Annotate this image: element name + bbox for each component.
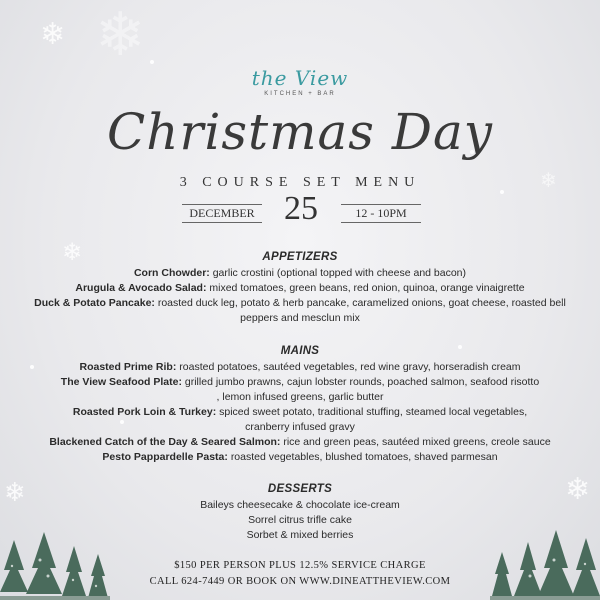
section-title: APPETIZERS bbox=[262, 251, 338, 263]
snowflake-icon: ❄ bbox=[4, 478, 26, 508]
snow-dot bbox=[150, 60, 154, 64]
appetizers-section bbox=[20, 250, 580, 326]
date-month: DECEMBER bbox=[182, 204, 262, 223]
item-desc: mixed tomatoes, green beans, red onion, quinoa, orange vinaigrette bbox=[209, 282, 525, 294]
item-desc: spiced sweet potato, traditional stuffing, steamed local vegetables, cranberry infused gravy bbox=[219, 406, 528, 433]
item-name: Roasted Pork Loin & Turkey: bbox=[72, 406, 217, 418]
menu-item bbox=[20, 405, 580, 435]
snowflake-icon: ❄ bbox=[40, 17, 66, 52]
menu-item: Sorrel citrus trifle cake bbox=[248, 514, 352, 526]
mains-section bbox=[20, 344, 580, 465]
item-name: Duck & Potato Pancake: bbox=[34, 297, 155, 309]
section-title: DESSERTS bbox=[267, 483, 333, 495]
item-desc: roasted duck leg, potato & herb pancake, caramelized onions, goat cheese, roasted bell peppers and mesclun mix bbox=[157, 297, 566, 324]
menu-item: Baileys cheesecake & chocolate ice-cream bbox=[200, 499, 400, 511]
page-title: Christmas Day bbox=[106, 103, 494, 161]
footer-contact: CALL 624-7449 OR BOOK ON WWW.DINEATTHEVIEW.COM bbox=[149, 576, 451, 587]
menu-item bbox=[20, 450, 580, 465]
item-desc: roasted vegetables, blushed tomatoes, shaved parmesan bbox=[230, 451, 498, 463]
item-name: Roasted Prime Rib: bbox=[79, 361, 177, 373]
snowflake-icon: ❄ bbox=[565, 472, 591, 507]
menu-item bbox=[20, 435, 580, 450]
item-desc: rice and green peas, sautéed mixed greens, creole sauce bbox=[283, 436, 551, 448]
menu-item bbox=[20, 296, 580, 326]
item-name: Arugula & Avocado Salad: bbox=[75, 282, 207, 294]
item-name: Blackened Catch of the Day & Seared Salmon: bbox=[49, 436, 281, 448]
item-desc: roasted potatoes, sautéed vegetables, red wine gravy, horseradish cream bbox=[179, 361, 521, 373]
date-day: 25 bbox=[284, 190, 318, 227]
item-name: Pesto Pappardelle Pasta: bbox=[102, 451, 228, 463]
snowflake-icon: ❄ bbox=[62, 238, 83, 266]
page-subtitle: 3 COURSE SET MENU bbox=[179, 175, 421, 190]
menu-item bbox=[20, 266, 580, 281]
menu-item bbox=[20, 360, 580, 375]
menu-item: Sorbet & mixed berries bbox=[246, 529, 354, 541]
date-line bbox=[0, 190, 600, 230]
item-name: Corn Chowder: bbox=[133, 267, 210, 279]
menu-item bbox=[20, 281, 580, 296]
item-desc: grilled jumbo prawns, cajun lobster rounds, poached salmon, seafood risotto , lemon infused greens, garlic butter bbox=[184, 376, 540, 403]
logo bbox=[0, 66, 600, 97]
snowflake-icon: ❄ bbox=[95, 0, 146, 70]
logo-subtitle: KITCHEN + BAR bbox=[264, 91, 336, 97]
date-time: 12 - 10PM bbox=[341, 204, 421, 223]
snowflake-icon: ❄ bbox=[540, 168, 557, 192]
footer-price: $150 PER PERSON PLUS 12.5% SERVICE CHARGE bbox=[174, 560, 426, 571]
menu-item bbox=[20, 375, 580, 405]
logo-name: the View bbox=[251, 66, 349, 90]
item-desc: garlic crostini (optional topped with cheese and bacon) bbox=[212, 267, 467, 279]
item-name: The View Seafood Plate: bbox=[60, 376, 182, 388]
section-title: MAINS bbox=[280, 345, 320, 357]
